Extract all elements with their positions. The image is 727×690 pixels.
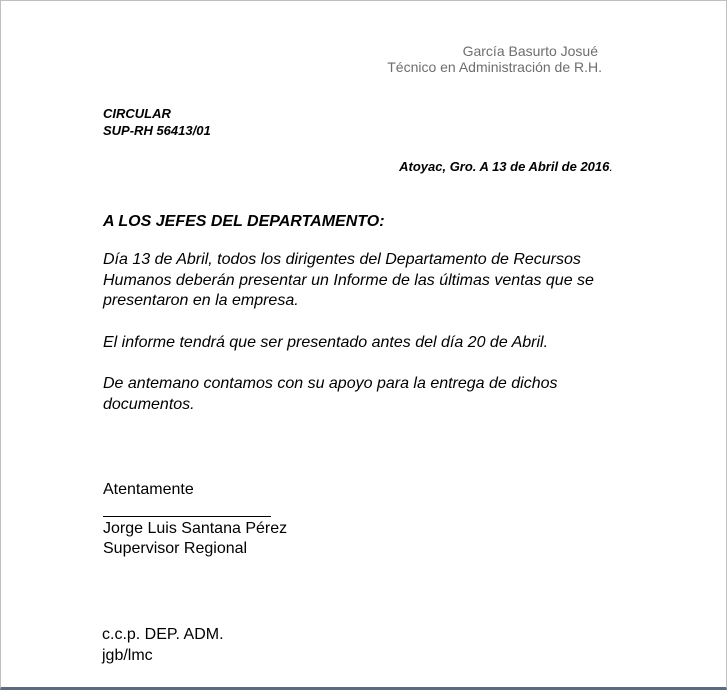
body-paragraph: Día 13 de Abril, todos los dirigentes del Departamento de Recursos Humanos deberán presentar un Informe de las últimas ventas que se presentaron en la empresa. — [103, 251, 594, 309]
signer-title: Supervisor Regional — [103, 540, 248, 557]
footer-block — [102, 625, 224, 666]
initials-line: jgb/lmc — [102, 646, 153, 664]
body-paragraph: De antemano contamos con su apoyo para la entrega de dichos documentos. — [103, 375, 558, 413]
closing-salutation: Atentamente — [103, 481, 194, 498]
ccp-line: c.c.p. DEP. ADM. — [102, 626, 224, 643]
letter-body — [103, 250, 643, 436]
body-paragraph: El informe tendrá que ser presentado antes del día 20 de Abril. — [103, 333, 549, 351]
date-trailing-period: . — [609, 159, 613, 174]
circular-reference: SUP-RH 56413/01 — [103, 123, 211, 138]
sender-title: Técnico en Administración de R.H. — [387, 59, 602, 75]
addressee-heading: A LOS JEFES DEL DEPARTAMENTO: — [103, 213, 385, 230]
signature-line — [103, 501, 271, 517]
sender-block — [387, 43, 602, 75]
circular-header — [103, 105, 211, 139]
circular-label: CIRCULAR — [103, 106, 171, 121]
sender-name: García Basurto Josué — [462, 43, 598, 59]
signer-name: Jorge Luis Santana Pérez — [103, 519, 288, 537]
date-line — [399, 158, 613, 175]
closing-block — [103, 480, 287, 560]
date-text: Atoyac, Gro. A 13 de Abril de 2016 — [399, 159, 610, 174]
